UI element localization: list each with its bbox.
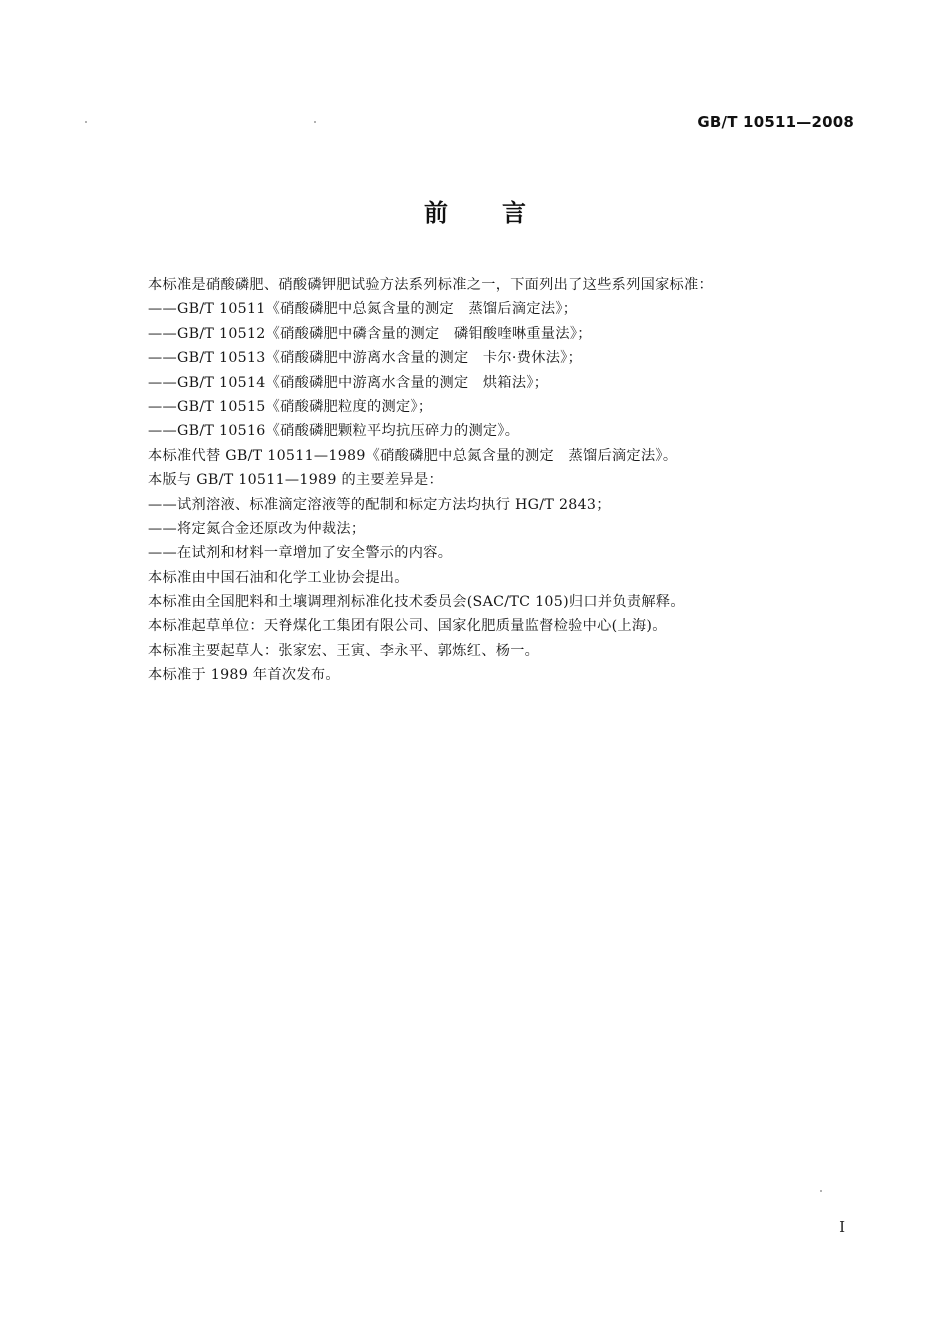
scan-speck xyxy=(85,121,87,123)
paragraph-responsible-committee: 本标准由全国肥料和土壤调理剂标准化技术委员会(SAC/TC 105)归口并负责解释。 xyxy=(148,594,685,611)
list-item-gbt-10513: ——GB/T 10513《硝酸磷肥中游离水含量的测定 卡尔·费休法》； xyxy=(148,350,583,367)
page-number: I xyxy=(839,1218,845,1236)
paragraph-differences-intro: 本版与 GB/T 10511—1989 的主要差异是： xyxy=(148,472,443,489)
list-item-difference-3: ——在试剂和材料一章增加了安全警示的内容。 xyxy=(148,545,453,562)
list-item-difference-2: ——将定氮合金还原改为仲裁法； xyxy=(148,520,366,537)
list-item-gbt-10514: ——GB/T 10514《硝酸磷肥中游离水含量的测定 烘箱法》； xyxy=(148,374,549,391)
page-title: 前言 xyxy=(424,199,580,227)
list-item-difference-1: ——试剂溶液、标准滴定溶液等的配制和标定方法均执行 HG/T 2843； xyxy=(148,496,611,513)
list-item-gbt-10515: ——GB/T 10515《硝酸磷肥粒度的测定》； xyxy=(148,398,433,415)
scan-speck xyxy=(820,1190,822,1192)
paragraph-intro: 本标准是硝酸磷肥、硝酸磷钾肥试验方法系列标准之一，下面列出了这些系列国家标准： xyxy=(148,277,714,293)
foreword-body xyxy=(148,273,828,688)
paragraph-drafters: 本标准主要起草人：张家宏、王寅、李永平、郭炼红、杨一。 xyxy=(148,642,540,659)
paragraph-drafting-units: 本标准起草单位：天脊煤化工集团有限公司、国家化肥质量监督检验中心(上海)。 xyxy=(148,618,667,635)
list-item-gbt-10512: ——GB/T 10512《硝酸磷肥中磷含量的测定 磷钼酸喹啉重量法》； xyxy=(148,325,592,342)
paragraph-first-release: 本标准于 1989 年首次发布。 xyxy=(148,667,340,684)
list-item-gbt-10511: ——GB/T 10511《硝酸磷肥中总氮含量的测定 蒸馏后滴定法》； xyxy=(148,301,578,318)
paragraph-proposer: 本标准由中国石油和化学工业协会提出。 xyxy=(148,569,409,586)
list-item-gbt-10516: ——GB/T 10516《硝酸磷肥颗粒平均抗压碎力的测定》。 xyxy=(148,423,520,440)
standard-number-header: GB/T 10511—2008 xyxy=(697,113,854,131)
scan-speck xyxy=(314,121,316,123)
paragraph-replaces: 本标准代替 GB/T 10511—1989《硝酸磷肥中总氮含量的测定 蒸馏后滴定法》。 xyxy=(148,447,678,464)
